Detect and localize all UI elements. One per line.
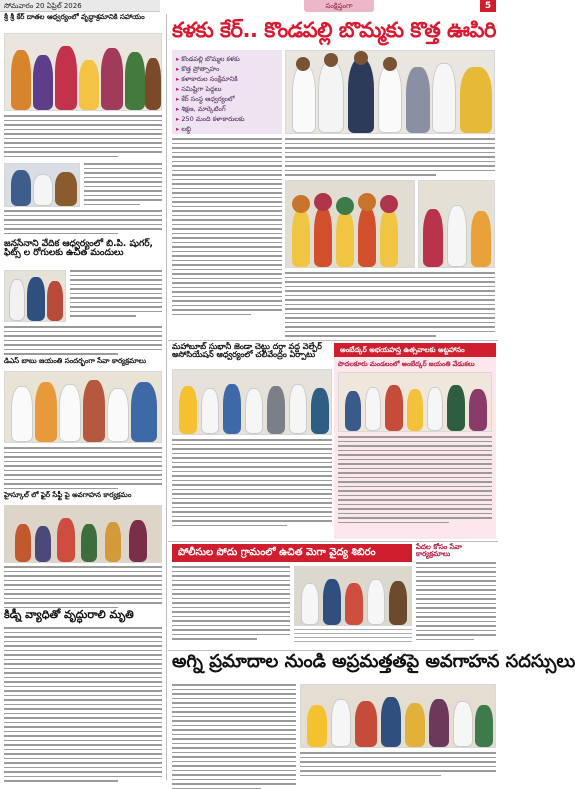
highlight-item: ▸ లబ్ధి (176, 124, 278, 134)
story-body (172, 566, 290, 648)
story-body (416, 562, 496, 648)
page-number: 5 (480, 0, 496, 12)
masthead (0, 0, 500, 12)
story-body (285, 272, 495, 338)
story-photo (172, 369, 332, 435)
story-banner: పోలీసుల పోదు గ్రామంలో ఉచిత మెగా వైద్య శిబిరం (172, 544, 412, 562)
lead-headline: కళకు కేర్‌.. కొండపల్లి బొమ్మకు కొత్త ఊపిరి (172, 18, 496, 42)
highlight-item: ▸ కొత్త ప్రోత్సాహం (176, 64, 278, 74)
story-photo (4, 163, 80, 207)
story-body (4, 210, 162, 238)
story-photo (4, 33, 162, 111)
lead-photo (285, 50, 495, 134)
story-body (4, 447, 162, 489)
section-divider (168, 541, 498, 542)
story-body (300, 752, 496, 780)
story-photo (338, 372, 492, 432)
story-headline: మహాబూబ్ సుభానీ జెండా చెట్టు దర్గా వద్ద వెల్ఫేర్ అసోసియేషన్ ఆధ్వర్యంలో చలివేంద్రం ఏర్పాటు (172, 342, 322, 360)
story-photo (294, 566, 412, 626)
boxed-story-banner: అంబేద్కర్ అభయహస్త ఉత్సవాలకు అట్టహాసం (334, 343, 496, 357)
highlight-item: ▸ సమిష్టిగా పెద్దలు (176, 84, 278, 94)
highlight-item: ▸ శిక్షణ, మార్కెటింగ్ (176, 104, 278, 114)
boxed-story-subhead: పొదలకూరు మండలంలో అంబేద్కర్ జయంతి వేడుకలు (338, 360, 475, 368)
story-headline: హైస్కూల్ లో ఫైర్ సేఫ్టీ పై అవగాహన కార్యక్రమం (4, 491, 132, 499)
story-body (172, 138, 282, 338)
story-headline: అగ్ని ప్రమాదాల నుండి అప్రమత్తతపై అవగాహన సదస్సులు (172, 651, 575, 672)
story-body (172, 439, 332, 539)
story-body (4, 115, 162, 159)
story-body (4, 566, 162, 606)
section-tag: సంక్షిప్తంగా (304, 0, 374, 12)
highlight-item: ▸ కొండపల్లి బొమ్మల కళకు (176, 54, 278, 64)
story-body (285, 138, 495, 178)
story-photo (4, 505, 162, 563)
highlight-item: ▸ 250 మంది కళాకారులకు (176, 114, 278, 124)
story-headline: డిఎస్ బాబు జయంతి సందర్భంగా సేవా కార్యక్రమాలు (4, 357, 147, 365)
highlight-item: ▸ కళాకారుల సంక్షేమానికి (176, 74, 278, 84)
story-photo (300, 684, 496, 748)
story-photo (4, 371, 162, 443)
issue-date: సోమవారం 20 ఏప్రిల్ 2026 (0, 0, 160, 12)
story-headline: శ్రీ శ్రీ కేర్ దాతల ఆధ్వర్యంలో వృద్ధాశ్రమానికి సహాయం (4, 13, 145, 21)
story-photo (4, 270, 66, 322)
story-headline: కిడ్నీ వ్యాధితో వృద్ధురాలి మృతి (4, 608, 134, 621)
story-headline: జనసేనాని వేదిక ఆధ్వర్యంలో బి.పి. షుగర్, ఫిట్స్ ల రోగులకు ఉచిత మందులు (4, 239, 153, 259)
story-body (84, 163, 162, 207)
column-rule (166, 14, 167, 780)
story-headline: పేదల కోసం సేవా కార్యక్రమాలు (416, 543, 462, 559)
story-body (4, 627, 162, 777)
section-divider (168, 340, 498, 341)
story-body (70, 270, 162, 322)
lead-photo (418, 180, 495, 268)
lead-photo (285, 180, 415, 268)
photo-caption (294, 629, 412, 647)
story-body (4, 326, 162, 356)
highlight-item: ▸ కేర్ సంస్థ ఆధ్వర్యంలో (176, 94, 278, 104)
story-body (172, 684, 296, 780)
story-body (338, 436, 492, 536)
highlights-box (172, 50, 282, 134)
